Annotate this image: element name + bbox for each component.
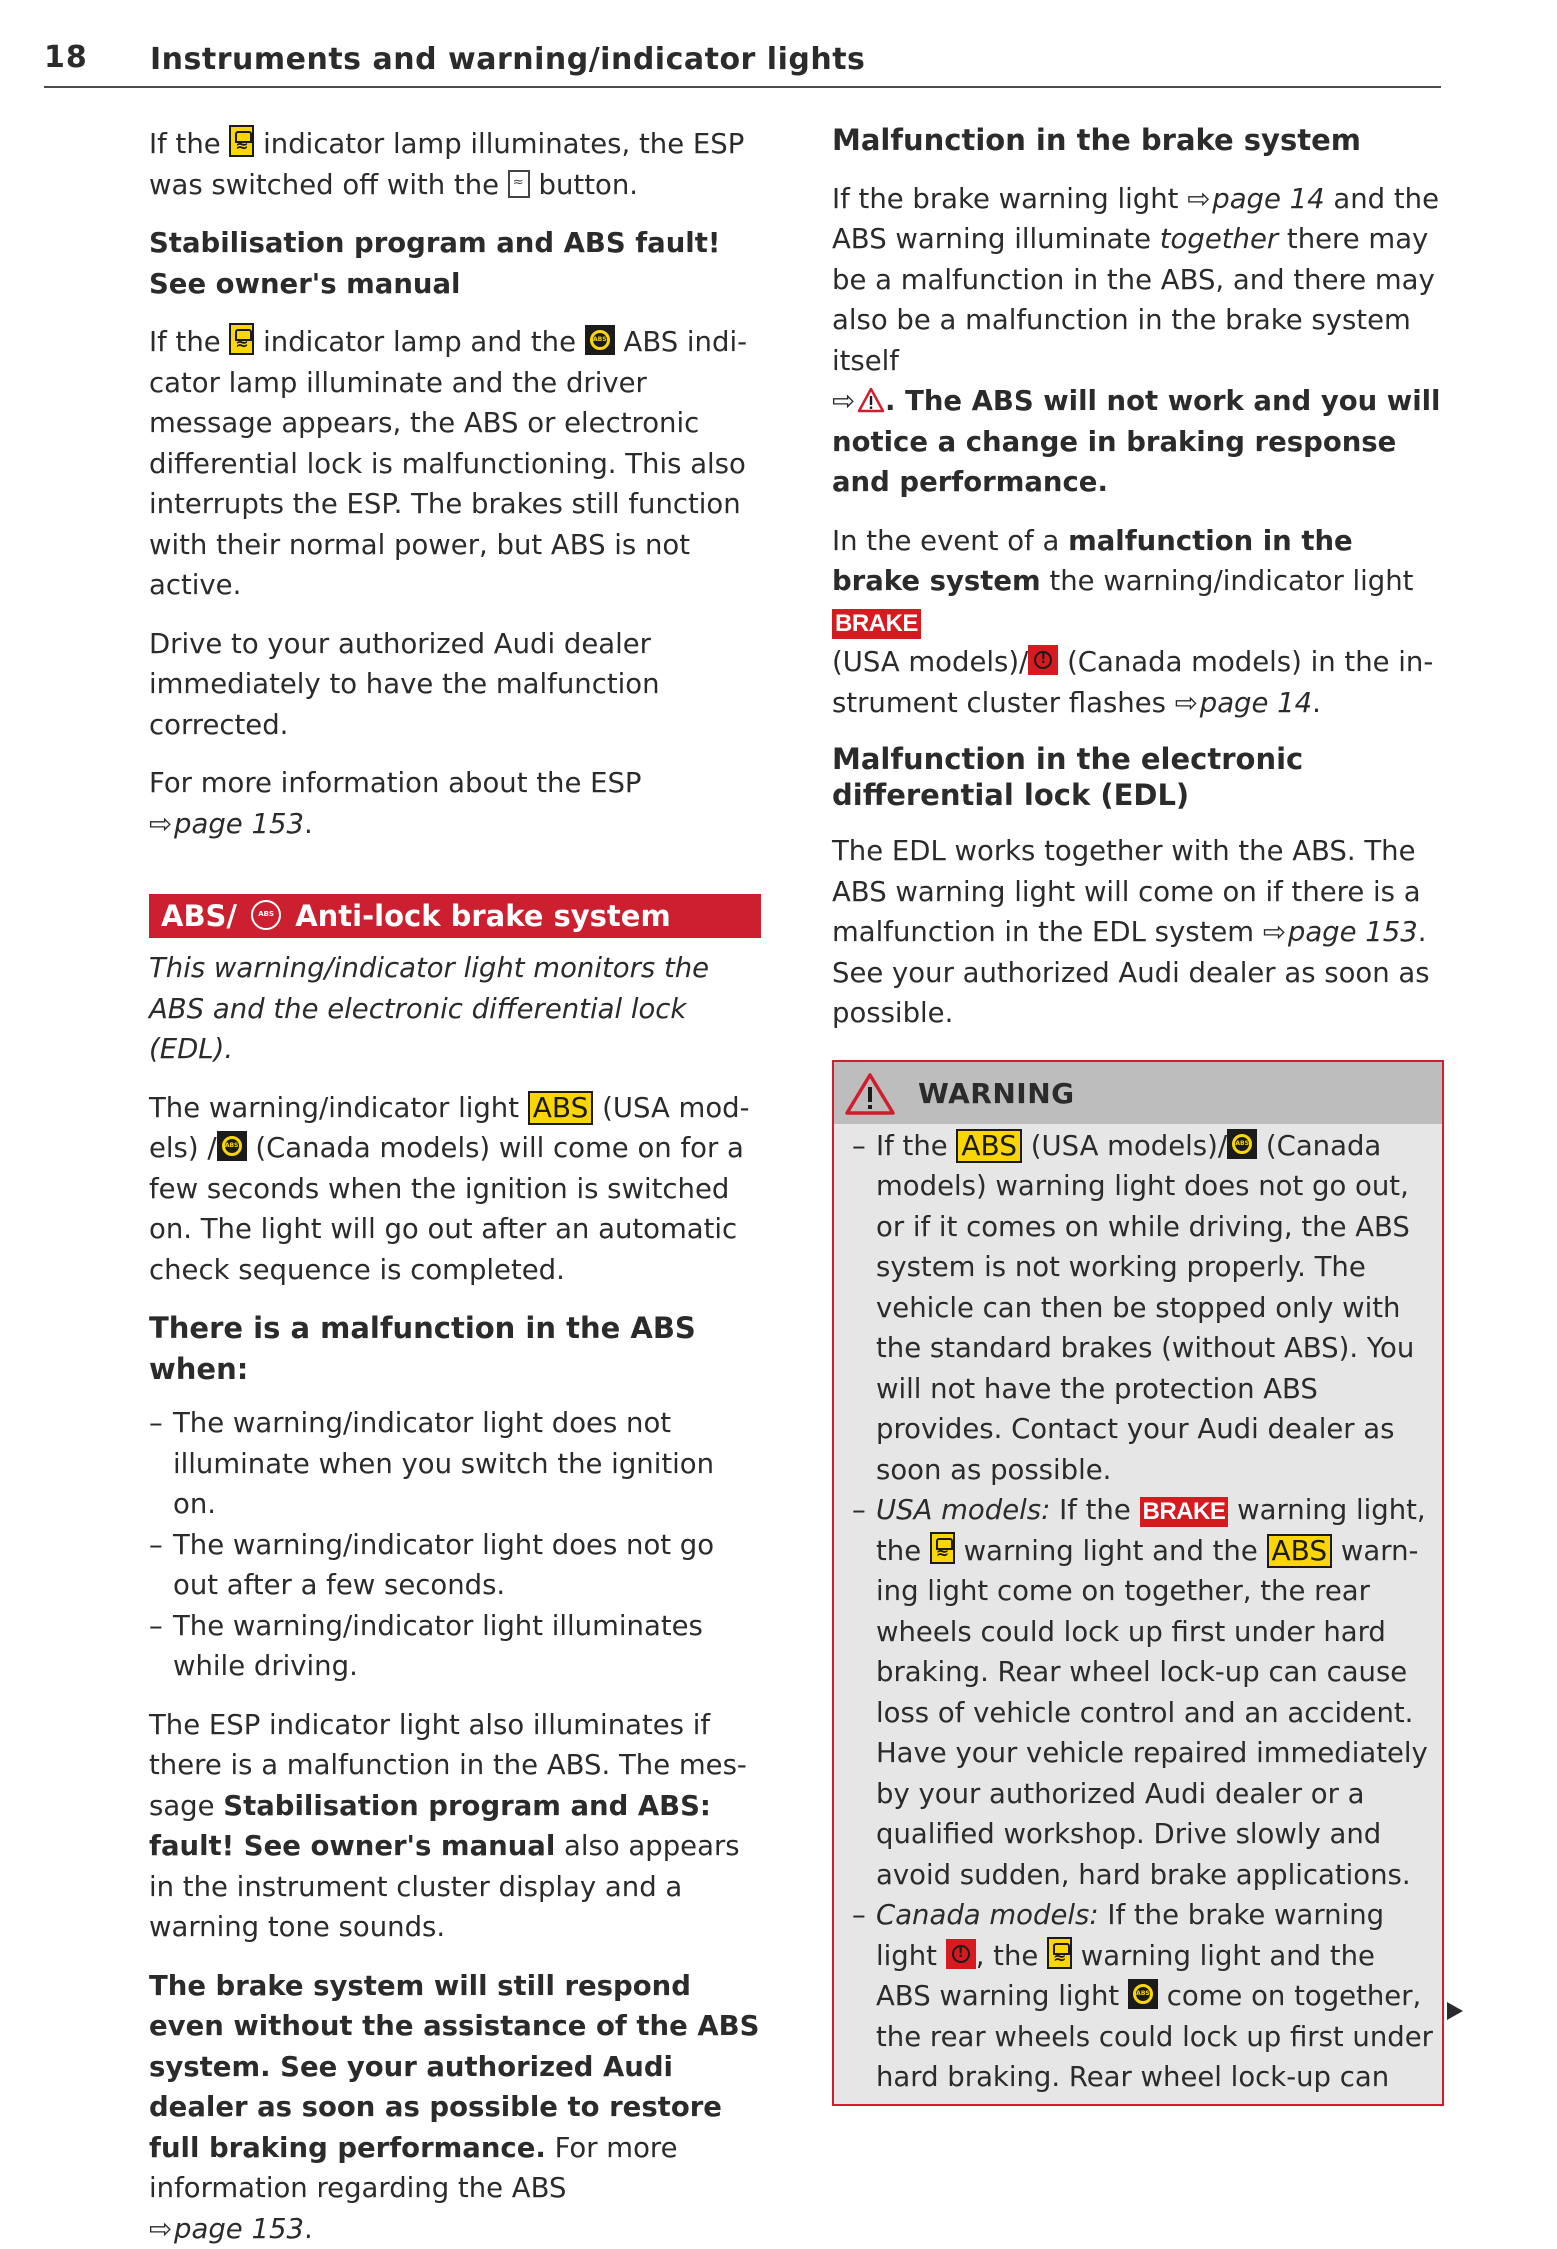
paragraph-abs-fault: If the ≈ indicator lamp and the ABS ABS indicator lamp illuminate and the driver message appears, the ABS or electronic differential lock is malfunctioning. This also interrupts the ESP. The brakes still function with their normal power, but ABS is not active. [149, 322, 761, 606]
brake-usa-icon: BRAKE [832, 609, 921, 639]
paragraph-drive-dealer: Drive to your authorized Audi dealer immediately to have the malfunction corrected. [149, 624, 761, 746]
esp-indicator-icon [229, 323, 254, 355]
heading-brake-malfunction: Malfunction in the brake system [832, 120, 1444, 161]
heading-edl-malfunction: Malfunction in the electronic differential lock (EDL) [832, 741, 1444, 813]
paragraph-abs-light: The warning/indicator light ABS (USA models) /ABS (Canada models) will come on for a few seconds when the ignition is switched on. The light will go out after an automatic check sequence is completed. [149, 1088, 761, 1291]
esp-indicator-icon [1047, 1937, 1072, 1969]
brake-indicator-icon [946, 1939, 976, 1969]
paragraph-esp-off: If the ≈ indicator lamp illuminates, the ESP was switched off with the ≈ button. [149, 124, 761, 205]
warning-triangle-icon [857, 387, 885, 413]
list-item: – If the ABS (USA models)/ABS (Canada models) warning light does not go out, or if it comes on while driving, the ABS system is not working properly. The vehicle can then be stopped only with the standard brakes (without ABS). You will not have the protection ABS provides. Contact your Audi dealer as soon as possible. [852, 1126, 1442, 1491]
abs-usa-icon: ABS [956, 1129, 1022, 1163]
paragraph-esp-more-info: For more information about the ESP ⇨page 153. [149, 763, 761, 844]
page-link[interactable]: page 153 [174, 808, 304, 840]
arrow-ref-icon: ⇨ [832, 381, 855, 422]
esp-indicator-icon [229, 125, 254, 157]
abs-indicator-icon [1128, 1979, 1158, 2009]
arrow-ref-icon: ⇨ [149, 804, 172, 845]
page-link[interactable]: page 14 [1212, 183, 1324, 215]
brake-usa-icon: BRAKE [1140, 1497, 1229, 1527]
page-number: 18 [44, 40, 88, 75]
page-link[interactable]: page 14 [1200, 687, 1312, 719]
page-header [44, 36, 1441, 88]
paragraph-edl: The EDL works together with the ABS. The ABS warning light will come on if there is a malfunction in the EDL system ⇨page 153. See your authorized Audi dealer as soon as possible. [832, 831, 1444, 1034]
section-bar-abs: ABS/ ABS Anti-lock brake system [149, 894, 761, 938]
warning-triangle-icon [844, 1072, 896, 1116]
arrow-ref-icon: ⇨ [1263, 912, 1286, 953]
abs-usa-icon: ABS [528, 1091, 594, 1125]
heading-abs-malfunction: There is a malfunction in the ABS when: [149, 1308, 761, 1389]
paragraph-brake-abs: If the brake warning light ⇨page 14 and the ABS warning illuminate together there may be a malfunction in the ABS, and there may also be a malfunction in the brake system itself ⇨ . The ABS will not work and you will notice a change in braking response and performance. [832, 179, 1444, 503]
brake-indicator-icon [1028, 645, 1058, 675]
paragraph-brake-respond: The brake system will still respond even without the assistance of the ABS system. See your authorized Audi dealer as soon as possible to restore full braking performance. For more information regarding the ABS ⇨page 153. [149, 1966, 761, 2249]
warning-title: WARNING [918, 1074, 1075, 1115]
abs-indicator-icon [1227, 1129, 1257, 1159]
abs-indicator-icon [585, 325, 615, 355]
page-link[interactable]: page 153 [174, 2213, 304, 2245]
abs-indicator-icon [217, 1131, 247, 1161]
heading-stabilisation-fault: Stabilisation program and ABS fault! See owner's manual [149, 223, 761, 304]
warning-list [852, 1126, 1442, 2098]
intro-text: This warning/indicator light monitors the ABS and the electronic differential lock (EDL). [149, 948, 761, 1070]
malfunction-list [149, 1403, 761, 1687]
list-item: – The warning/indicator light does not go out after a few seconds. [149, 1525, 761, 1606]
list-item: – The warning/indicator light does not illuminate when you switch the ignition on. [149, 1403, 761, 1525]
esp-button-icon [508, 170, 530, 198]
left-column [149, 124, 761, 2249]
abs-usa-icon: ABS [1267, 1534, 1333, 1568]
right-column [832, 120, 1444, 2106]
list-item: – Canada models: If the brake warning light !, the ≈ warning light and the ABS warning light ABS come on together, the rear wheels could lock up first under hard braking. Rear wheel lock-up can [852, 1895, 1442, 2098]
paragraph-esp-abs: The ESP indicator light also illuminates if there is a malfunction in the ABS. The message Stabilisation program and ABS: fault! See owner's manual also appears in the instrument cluster display and a warning tone sounds. [149, 1705, 761, 1948]
page-link[interactable]: page 153 [1288, 916, 1418, 948]
chapter-title: Instruments and warning/indicator lights [150, 42, 865, 77]
list-item: – The warning/indicator light illuminates while driving. [149, 1606, 761, 1687]
next-page-arrow-icon[interactable] [1443, 2000, 1465, 2022]
arrow-ref-icon: ⇨ [149, 2209, 172, 2249]
warning-header [834, 1062, 1442, 1124]
arrow-ref-icon: ⇨ [1175, 683, 1198, 724]
abs-circle-icon [251, 900, 281, 930]
list-item: – USA models: If the BRAKE warning light, the ≈ warning light and the ABS warning light come on together, the rear wheels could lock up first under hard braking. Rear wheel lock-up can cause loss of vehicle control and an accident. Have your vehicle repaired immediately by your authorized Audi dealer or a qualified workshop. Drive slowly and avoid sudden, hard brake applications. [852, 1490, 1442, 1895]
esp-indicator-icon [930, 1532, 955, 1564]
arrow-ref-icon: ⇨ [1187, 179, 1210, 220]
paragraph-brake-event: In the event of a malfunction in the brake system the warning/indicator light BRAKE (USA models)/! (Canada models) in the instrument cluster flashes ⇨page 14. [832, 521, 1444, 724]
warning-box [832, 1060, 1444, 2106]
